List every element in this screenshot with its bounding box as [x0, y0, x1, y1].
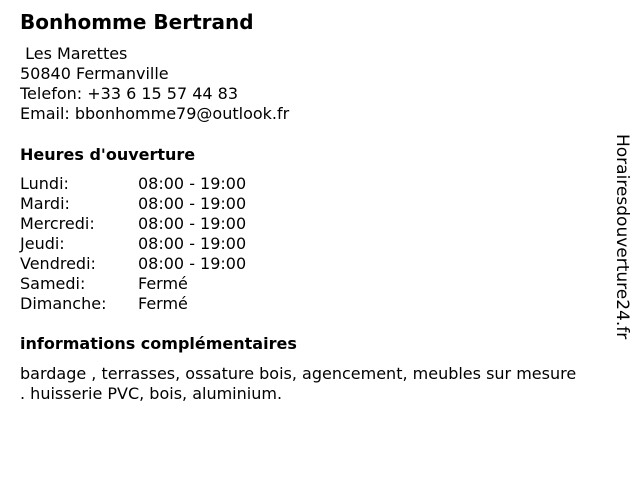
hours-row-saturday [20, 274, 246, 294]
phone-line: Telefon: +33 6 15 57 44 83 [20, 84, 239, 103]
watermark-text: Horairesdouverture24.fr [612, 134, 632, 340]
hours-day: Samedi: [20, 274, 86, 293]
site-watermark [610, 134, 634, 344]
hours-day: Jeudi: [20, 234, 65, 253]
hours-day: Lundi: [20, 174, 69, 193]
hours-time: Fermé [138, 274, 188, 293]
hours-row-sunday [20, 294, 246, 314]
hours-day: Dimanche: [20, 294, 107, 313]
hours-row-thursday [20, 234, 246, 254]
business-name: Bonhomme Bertrand [20, 10, 254, 34]
hours-time: Fermé [138, 294, 188, 313]
hours-row-wednesday [20, 214, 246, 234]
opening-hours-heading: Heures d'ouverture [20, 145, 196, 164]
address-line-city: 50840 Fermanville [20, 64, 169, 83]
hours-row-friday [20, 254, 246, 274]
hours-time: 08:00 - 19:00 [138, 194, 247, 213]
hours-time: 08:00 - 19:00 [138, 174, 247, 193]
hours-day: Vendredi: [20, 254, 96, 273]
contact-block [20, 44, 289, 124]
opening-hours-table [20, 174, 246, 314]
hours-day: Mardi: [20, 194, 70, 213]
hours-time: 08:00 - 19:00 [138, 234, 247, 253]
email-line: Email: bbonhomme79@outlook.fr [20, 104, 290, 123]
hours-row-tuesday [20, 194, 246, 214]
additional-info-heading: informations complémentaires [20, 334, 297, 353]
hours-time: 08:00 - 19:00 [138, 214, 247, 233]
hours-day: Mercredi: [20, 214, 95, 233]
hours-row-monday [20, 174, 246, 194]
hours-time: 08:00 - 19:00 [138, 254, 247, 273]
address-line-street: Les Marettes [20, 44, 128, 63]
additional-info-text: bardage , terrasses, ossature bois, agencement, meubles sur mesure . huisserie PVC, bois, aluminium. [20, 364, 577, 403]
